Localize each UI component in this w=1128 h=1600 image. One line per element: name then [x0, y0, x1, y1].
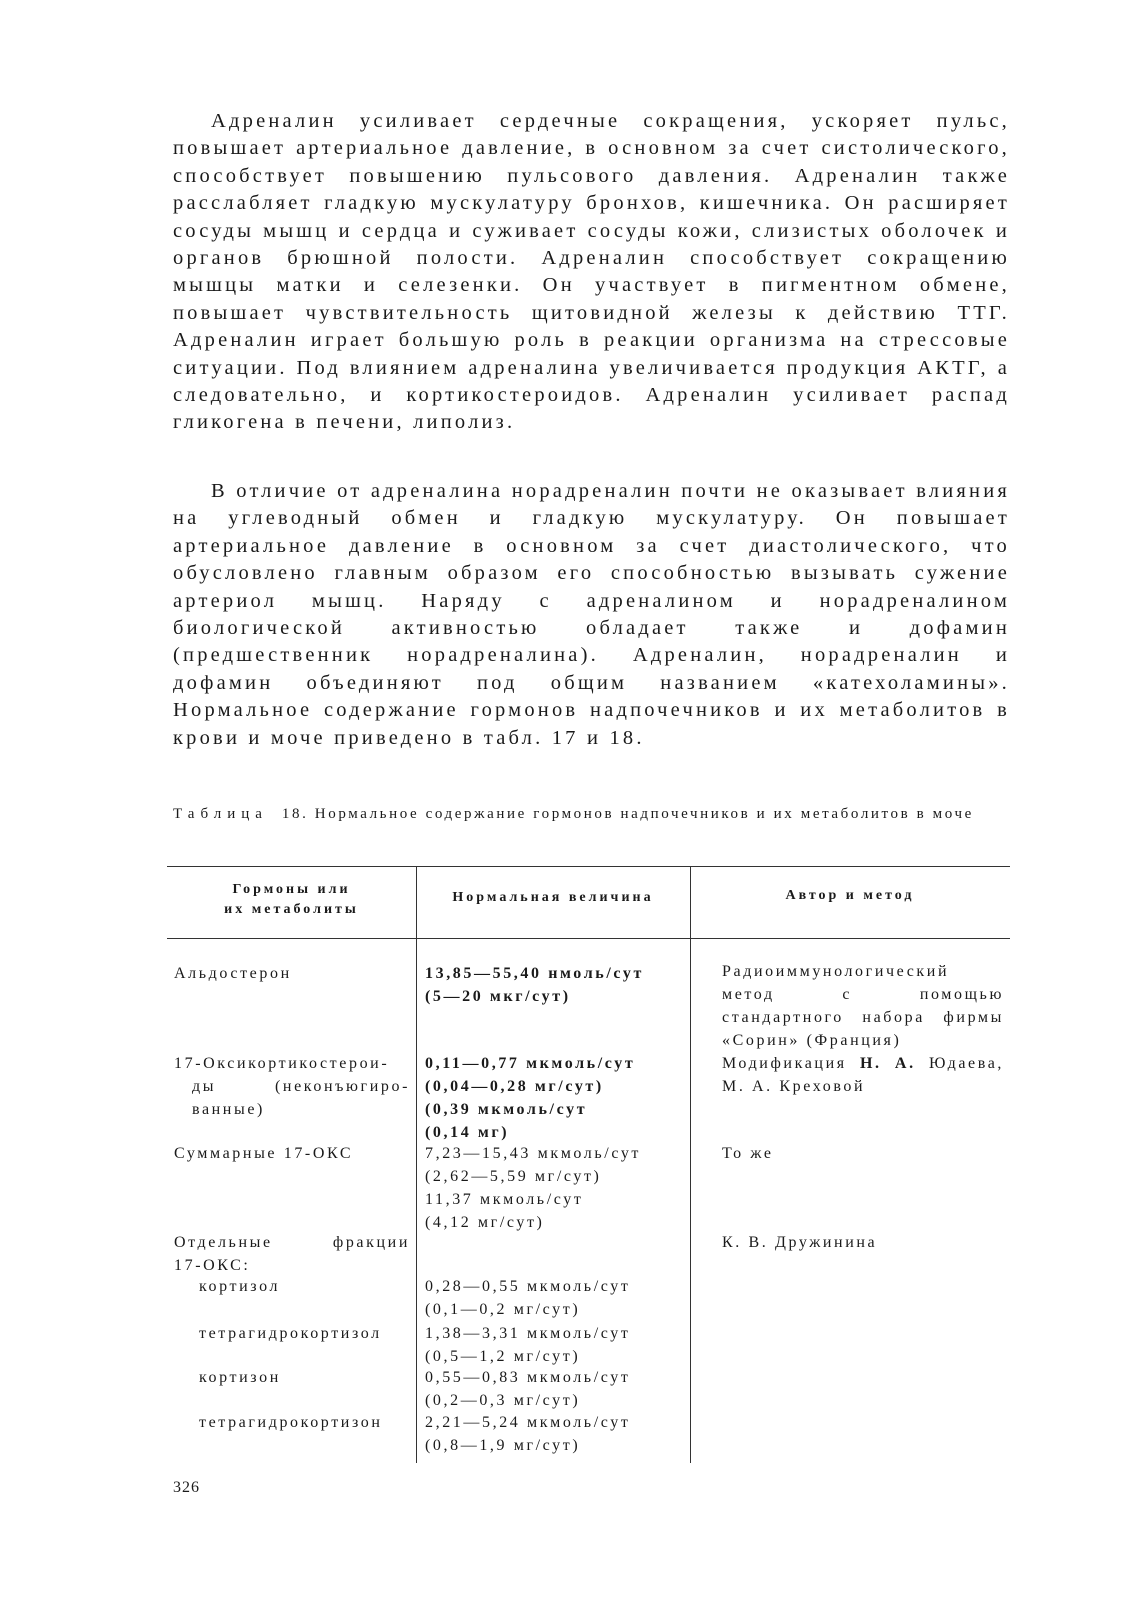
row-total-17oks-value-line1: 7,23—15,43 мкмоль/сут	[425, 1145, 642, 1162]
row-17oks-name-line2: ды (неконъюгиро-	[192, 1078, 410, 1095]
row-tetrahydrocortisone-value	[425, 1411, 695, 1457]
row-17oks-value	[425, 1052, 695, 1144]
row-aldosterone-value	[425, 962, 695, 1008]
row-tetrahydrocortisol-value-line2: (0,5—1,2 мг/сут)	[425, 1348, 581, 1365]
row-tetrahydrocortisol-value-line1: 1,38—3,31 мкмоль/сут	[425, 1325, 631, 1342]
row-17oks-value-line2: (0,04—0,28 мг/сут)	[425, 1078, 604, 1095]
row-cortisol-value-line2: (0,1—0,2 мг/сут)	[425, 1301, 581, 1318]
table-top-rule	[167, 866, 1010, 867]
row-total-17oks-value-line3: 11,37 мкмоль/сут	[425, 1191, 584, 1208]
row-fractions-name	[174, 1231, 410, 1277]
row-cortisone-value-line2: (0,2—0,3 мг/сут)	[425, 1392, 581, 1409]
table-column-divider-1	[416, 866, 417, 1463]
row-17oks-method-prefix: Модификация	[722, 1055, 860, 1072]
row-cortisol-name: кортизол	[199, 1278, 281, 1295]
paragraph-noradrenaline: В отличие от адреналина норадреналин почти не оказывает влияния на углеводный обмен и гладкую мускулатуру. Он повышает артериальное давление в основном за счет диастолического, что обусловлено главным образом его способностью вызывать сужение артериол мышц. Наряду с адреналином и норадреналином биологической активностью обладает также и дофамин (предшественник норадреналина). Адреналин, норадреналин и дофамин объединяют под общим названием «катехоламины». Нормальное содержание гормонов надпочечников и их метаболитов в крови и моче приведено в табл. 17 и 18.	[173, 480, 1010, 749]
paragraph-adrenaline: Адреналин усиливает сердечные сокращения, ускоряет пульс, повышает артериальное давление, в основном за счет систолического, способствует повышению пульсового давления. Адреналин также расслабляет гладкую мускулатуру бронхов, кишечника. Он расширяет сосуды мышц и сердца и суживает сосуды кожи, слизистых оболочек и органов брюшной полости. Адреналин способствует сокращению мышцы матки и селезенки. Он участвует в пигментном обмене, повышает чувствительность щитовидной железы к действию ТТГ. Адреналин играет большую роль в реакции организма на стрессовые ситуации. Под влиянием адреналина увеличивается продукция АКТГ, а следовательно, и кортикостероидов. Адреналин усиливает распад гликогена в печени, липолиз.	[173, 110, 1010, 434]
table-caption	[173, 802, 1010, 826]
row-fractions-method: К. В. Дружинина	[722, 1234, 878, 1251]
row-total-17oks-method: То же	[722, 1145, 774, 1162]
header-author-method: Автор и метод	[785, 888, 915, 903]
row-17oks-name-line1: 17-Оксикортикостерои-	[174, 1055, 390, 1072]
row-17oks-name-line3: ванные)	[192, 1101, 265, 1118]
table-caption-text: 18. Нормальное содержание гормонов надпочечников и их метаболитов в моче	[281, 806, 974, 822]
row-tetrahydrocortisol-value	[425, 1322, 695, 1368]
row-17oks-method	[722, 1052, 1004, 1098]
row-total-17oks-value	[425, 1142, 695, 1234]
hormones-table	[167, 866, 1010, 1463]
table-header-rule	[167, 938, 1010, 939]
header-hormones-line2: их метаболиты	[224, 902, 359, 917]
row-17oks-value-line4: (0,14 мг)	[425, 1124, 510, 1141]
row-17oks-method-bold: Н. А.	[860, 1055, 916, 1072]
row-cortisone-value	[425, 1366, 695, 1412]
row-cortisol-value-line1: 0,28—0,55 мкмоль/сут	[425, 1278, 631, 1295]
row-aldosterone-value-line1: 13,85—55,40 нмоль/сут	[425, 965, 644, 982]
row-fractions-name-line2: 17-ОКС:	[174, 1257, 251, 1274]
row-17oks-value-line3: (0,39 мкмоль/сут	[425, 1101, 588, 1118]
row-tetrahydrocortisone-value-line1: 2,21—5,24 мкмоль/сут	[425, 1414, 631, 1431]
row-tetrahydrocortisone-name: тетрагидрокортизон	[199, 1414, 383, 1431]
table-caption-lead: Таблица	[173, 806, 268, 822]
row-total-17oks-name: Суммарные 17-ОКС	[174, 1145, 354, 1162]
header-hormones-line1: Гормоны или	[232, 882, 351, 897]
page-number: 326	[173, 1479, 200, 1496]
row-fractions-name-line1: Отдельные фракции	[174, 1234, 410, 1251]
row-total-17oks-value-line2: (2,62—5,59 мг/сут)	[425, 1168, 602, 1185]
row-cortisol-value	[425, 1275, 695, 1321]
row-17oks-value-line1: 0,11—0,77 мкмоль/сут	[425, 1055, 636, 1072]
row-aldosterone-method: Радиоиммунологический метод с помощью стандартного набора фирмы «Сорин» (Франция)	[722, 963, 1004, 1049]
row-cortisone-value-line1: 0,55—0,83 мкмоль/сут	[425, 1369, 631, 1386]
header-hormones	[167, 880, 416, 920]
header-normal-value: Нормальная величина	[452, 890, 654, 905]
row-tetrahydrocortisone-value-line2: (0,8—1,9 мг/сут)	[425, 1437, 581, 1454]
row-tetrahydrocortisol-name: тетрагидрокортизол	[199, 1325, 382, 1342]
row-17oks-name	[174, 1052, 410, 1121]
row-aldosterone-name: Альдостерон	[174, 965, 292, 982]
row-cortisone-name: кортизон	[199, 1369, 281, 1386]
row-aldosterone-value-line2: (5—20 мкг/сут)	[425, 988, 571, 1005]
row-total-17oks-value-line4: (4,12 мг/сут)	[425, 1214, 545, 1231]
row-17oks-method-suffix: Юдаева, М. А. Креховой	[722, 1055, 1005, 1095]
